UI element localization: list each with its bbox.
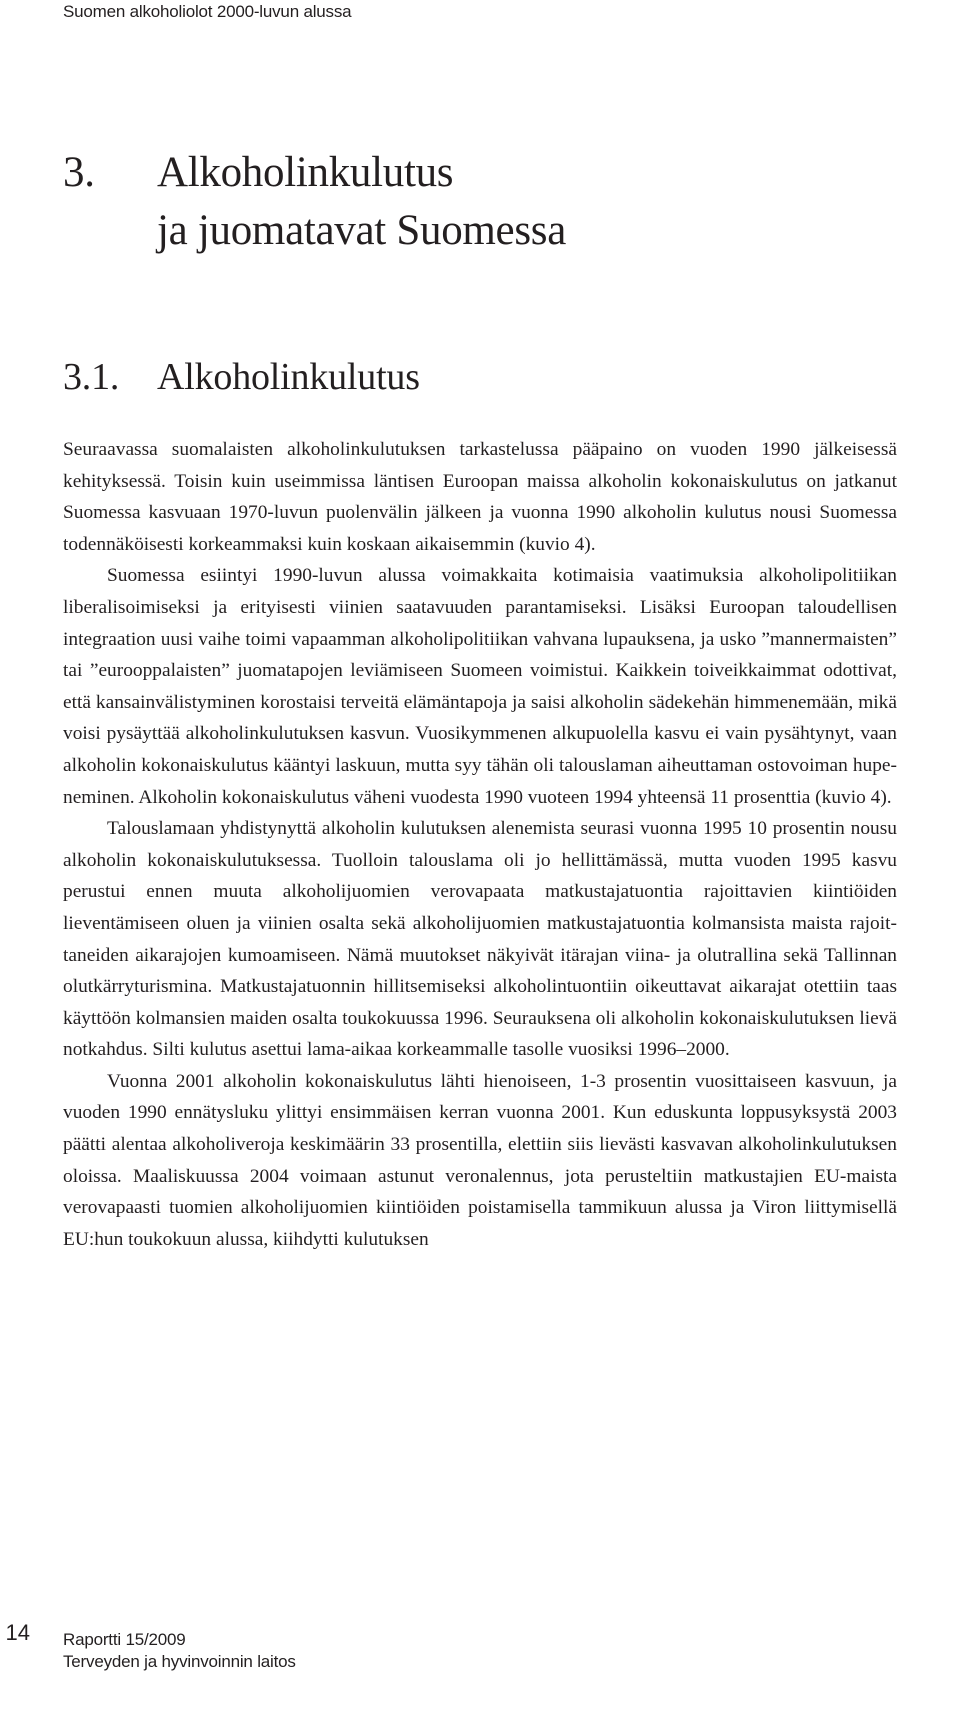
footer — [63, 1629, 296, 1673]
chapter-title-line2: ja juomatavat Suomessa — [157, 207, 566, 254]
page-number: 14 — [5, 1620, 30, 1645]
running-header: Suomen alkoholiolot 2000-luvun alussa — [63, 2, 352, 21]
chapter-title-line1: Alkoholinkulutus — [157, 149, 454, 196]
paragraph-4: Vuonna 2001 alkoholin kokonaiskulutus lähti hienoiseen, 1-3 prosentin vuosittaiseen kasvuun, ja vuoden 1990 ennätysluku ylittyi ensimmäisen kerran vuonna 2001. Kun eduskunta loppusyksystä 2003 päätti alentaa alkoholiveroja keskimäärin 33 prosentilla, elettiin siis lievästi kasvavan alkoholinkulutuksen oloissa. Maaliskuussa 2004 voimaan astunut veronalennus, jota perusteltiin matkustajien EU-maista verovapaasti tuomien alkoholijuomien kiintiöiden poistamisella tammikuun alussa ja Viron liittymisellä EU:hun toukokuun alussa, kiihdytti kulutuksen — [63, 1070, 897, 1250]
section-title — [63, 353, 420, 401]
body-text — [63, 434, 897, 1255]
footer-report: Raportti 15/2009 — [63, 1630, 186, 1649]
footer-institution: Terveyden ja hyvinvoinnin laitos — [63, 1652, 296, 1671]
section-number: 3.1. — [63, 356, 120, 398]
chapter-number: 3. — [63, 149, 95, 196]
chapter-title — [63, 144, 566, 260]
paragraph-1: Seuraavassa suomalaisten alkoholinkulutuksen tarkastelussa pääpaino on vuoden 1990 jälkeisessä kehityksessä. Toisin kuin useimmissa läntisen Euroopan maissa alkoholin kokonaiskulutus on jatkanut Suomessa kasvuaan 1970-luvun puolenvälin jälkeen ja vuonna 1990 alkoholin kulutus nousi Suomessa todennäköisesti korkeammaksi kuin koskaan aikaisemmin (kuvio 4). — [63, 439, 897, 555]
paragraph-2: Suomessa esiintyi 1990-luvun alussa voimakkaita kotimaisia vaatimuksia alkoholipolitiikan liberalisoimiseksi ja erityisesti viinien saatavuuden parantamiseksi. Lisäksi Euroopan taloudellisen integraation uusi vaihe toimi vapaamman alkoholipolitiikan vahvana lupauksena, ja usko ”mannermaisten” tai ”eurooppalaisten” juomatapojen leviämiseen Suomeen voimistui. Kaikkein toiveikkaimmat odottivat, että kansainvälistyminen korostaisi terveitä elämäntapoja ja saisi alkoholin sädekehän himmenemään, mikä voisi pysäyttää alkoholinkulutuksen kasvun. Vuosikymmenen alkupuolella kasvu ei vain pysähtynyt, vaan alkoholin kokonaiskulutus kääntyi laskuun, mutta syy tähän oli talouslaman aiheuttaman ostovoiman hupeneminen. Alkoholin kokonaiskulutus väheni vuodesta 1990 vuoteen 1994 yhteensä 11 prosenttia (kuvio 4). — [63, 565, 897, 808]
paragraph-3: Talouslamaan yhdistynyttä alkoholin kulutuksen alenemista seurasi vuonna 1995 10 prosentin nousu alkoholin kokonaiskulutuksessa. Tuolloin talouslama oli jo hellittämässä, mutta vuoden 1995 kasvu perustui ennen muuta alkoholijuomien verovapaata matkustajatuontia rajoittavien kiintiöiden lieventämiseen oluen ja viinien osalta sekä alkoholijuomien matkustajatuontia kolmansista maista rajoittaneiden aikarajojen kumoamiseen. Nämä muutokset näkyivät itärajan viina- ja olutrallina sekä Tallinnan olutkärryturismina. Matkustajatuonnin hillitsemiseksi alkoholintuontiin oikeuttavat aikarajat otettiin taas käyttöön kolmansien maiden osalta toukokuussa 1996. Seurauksena oli alkoholin kokonaiskulutuksen lievä notkahdus. Silti kulutus asettui lama-aikaa korkeammalle tasolle vuosiksi 1996–2000. — [63, 818, 897, 1061]
section-title-text: Alkoholinkulutus — [157, 356, 420, 398]
